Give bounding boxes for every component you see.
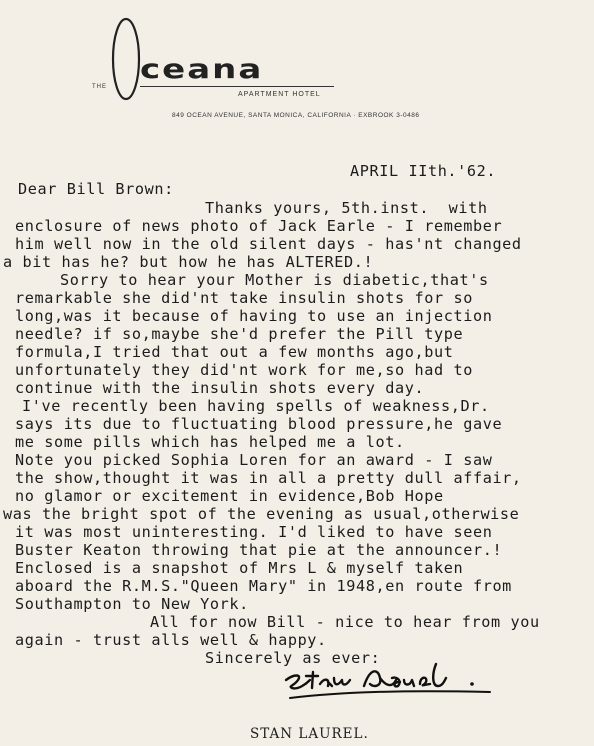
letter-line: remarkable she did'nt take insulin shots for so xyxy=(15,289,473,307)
letterhead-subtitle: APARTMENT HOTEL xyxy=(238,91,321,98)
letter-line: needle? if so,maybe she'd prefer the Pill type xyxy=(15,325,464,343)
letter-salutation: Dear Bill Brown: xyxy=(18,180,174,198)
letter-line: Enclosed is a snapshot of Mrs L & myself taken xyxy=(15,559,464,577)
letterhead-address: 849 OCEAN AVENUE, SANTA MONICA, CALIFORNIA · EXBROOK 3-0486 xyxy=(172,112,420,119)
letter-line: him well now in the old silent days - has'nt changed xyxy=(15,235,522,253)
letter-line: long,was it because of having to use an injection xyxy=(15,307,493,325)
letter-line: Southampton to New York. xyxy=(15,595,249,613)
letterhead-the: THE xyxy=(92,84,107,90)
letter-line: me some pills which has helped me a lot. xyxy=(15,433,405,451)
handwritten-signature xyxy=(280,656,500,706)
letterhead xyxy=(0,0,594,130)
letter-line: formula,I tried that out a few months ago,but xyxy=(15,343,454,361)
letter-line: says its due to fluctuating blood pressure,he gave xyxy=(15,415,503,433)
letter-line: Note you picked Sophia Loren for an award - I saw xyxy=(15,451,493,469)
letter-line: the show,thought it was in all a pretty dull affair, xyxy=(15,469,522,487)
letterhead-rule xyxy=(140,86,334,87)
letter-line: I've recently been having spells of weakness,Dr. xyxy=(22,397,490,415)
letter-line: a bit has he? but how he has ALTERED.! xyxy=(3,253,374,271)
letterhead-brand: ceana xyxy=(140,53,264,85)
letter-line: it was most uninteresting. I'd liked to have seen xyxy=(15,523,493,541)
letterhead-o-logo-icon xyxy=(110,16,142,102)
letter-line: continue with the insulin shots every day. xyxy=(15,379,425,397)
letter-line: aboard the R.M.S."Queen Mary" in 1948,en route from xyxy=(15,577,512,595)
typed-signature-name: STAN LAUREL. xyxy=(250,726,369,742)
letter-line: All for now Bill - nice to hear from you xyxy=(150,613,540,631)
letter-line: was the bright spot of the evening as usual,otherwise xyxy=(3,505,520,523)
letter-line: no glamor or excitement in evidence,Bob Hope xyxy=(15,487,444,505)
letter-line: Sincerely as ever: xyxy=(205,649,381,667)
letter-line: again - trust alls well & happy. xyxy=(15,631,327,649)
letter-line: unfortunately they did'nt work for me,so had to xyxy=(15,361,473,379)
letter-line: Buster Keaton throwing that pie at the announcer.! xyxy=(15,541,503,559)
letter-line: Thanks yours, 5th.inst. with xyxy=(205,199,488,217)
letter-date: APRIL IIth.'62. xyxy=(350,162,497,180)
letter-line: enclosure of news photo of Jack Earle - I remember xyxy=(15,217,503,235)
letter-line: Sorry to hear your Mother is diabetic,that's xyxy=(60,271,489,289)
